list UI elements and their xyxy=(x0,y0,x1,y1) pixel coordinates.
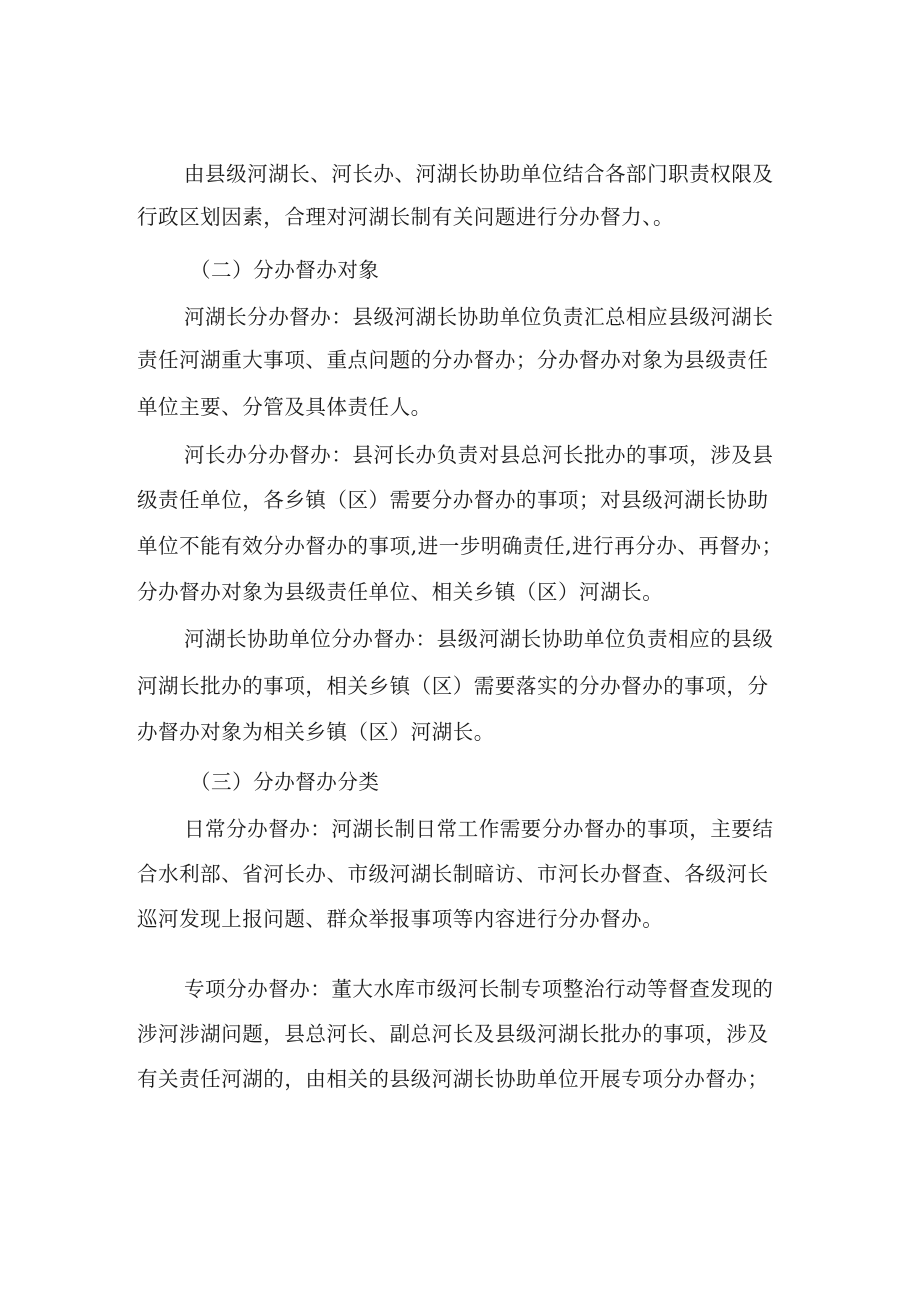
paragraph-2-line-3: 单位主要、分管及具体责任人。 xyxy=(137,395,432,419)
paragraph-3-line-2: 级责任单位，各乡镇（区）需要分办督办的事项；对县级河湖长协助 xyxy=(137,488,769,512)
paragraph-4-line-2: 河湖长批办的事项，相关乡镇（区）需要落实的分办督办的事项，分 xyxy=(137,674,769,698)
paragraph-1-line-1: 由县级河湖长、河长办、河湖长协助单位结合各部门职责权限及 xyxy=(184,162,774,186)
paragraph-6-line-2: 涉河涉湖问题，县总河长、副总河长及县级河湖长批办的事项，涉及 xyxy=(137,1022,769,1046)
paragraph-5-line-3: 巡河发现上报问题、群众举报事项等内容进行分办督办。 xyxy=(137,907,664,931)
section-heading-2: （二）分办督办对象 xyxy=(190,258,380,282)
paragraph-5-line-2: 合水利部、省河长办、市级河湖长制暗访、市河长办督查、各级河长 xyxy=(137,862,769,886)
paragraph-2-line-2: 责任河湖重大事项、重点问题的分办督办；分办督办对象为县级责任 xyxy=(137,348,769,372)
paragraph-3-line-3: 单位不能有效分办督办的事项,进一步明确责任,进行再分办、再督办； xyxy=(137,534,783,558)
paragraph-1-line-2: 行政区划因素，合理对河湖长制有关问题进行分办督力、。 xyxy=(137,205,675,229)
paragraph-2-line-1: 河湖长分办督办：县级河湖长协助单位负责汇总相应县级河湖长 xyxy=(184,305,774,329)
paragraph-4-line-3: 办督办对象为相关乡镇（区）河湖长。 xyxy=(137,720,495,744)
paragraph-6-line-1: 专项分办督办：董大水库市级河长制专项整治行动等督查发现的 xyxy=(184,977,774,1001)
paragraph-3-line-1: 河长办分办督办：县河长办负责对县总河长批办的事项，涉及县 xyxy=(184,443,774,467)
paragraph-4-line-1: 河湖长协助单位分办督办：县级河湖长协助单位负责相应的县级 xyxy=(184,627,774,651)
paragraph-6-line-3: 有关责任河湖的，由相关的县级河湖长协助单位开展专项分办督办； xyxy=(137,1067,769,1091)
paragraph-5-line-1: 日常分办督办：河湖长制日常工作需要分办督办的事项，主要结 xyxy=(184,817,774,841)
paragraph-3-line-4: 分办督办对象为县级责任单位、相关乡镇（区）河湖长。 xyxy=(137,580,664,604)
section-heading-3: （三）分办督办分类 xyxy=(190,770,380,794)
